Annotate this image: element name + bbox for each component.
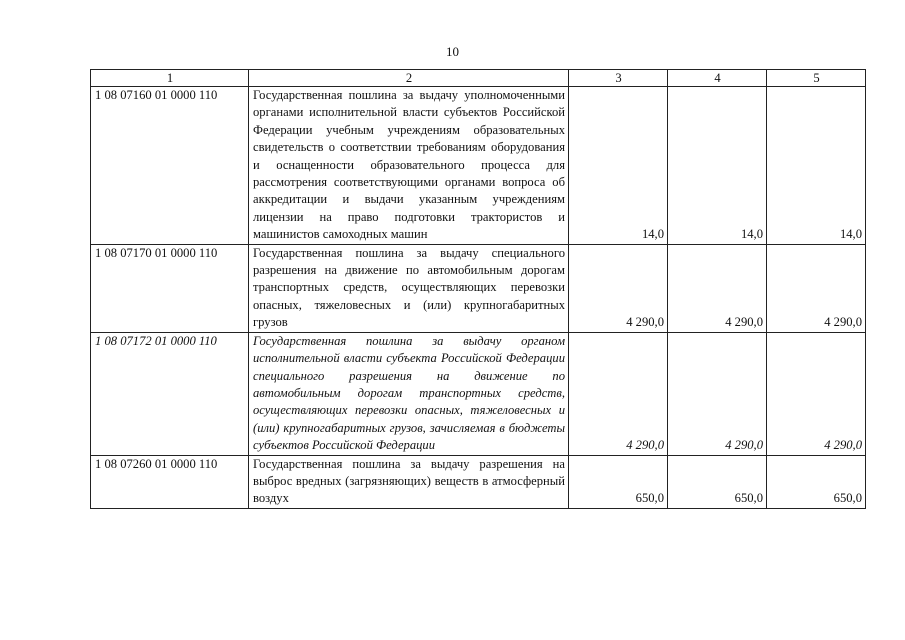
column-header-3: 3	[569, 70, 668, 87]
row-code: 1 08 07170 01 0000 110	[91, 244, 249, 332]
header-row	[91, 70, 866, 87]
table-row	[91, 455, 866, 508]
row-name: Государственная пошлина за выдачу разрешения на выброс вредных (загрязняющих) веществ в атмосферный воздух	[249, 455, 569, 508]
row-value-col3: 4 290,0	[569, 332, 668, 455]
row-code: 1 08 07260 01 0000 110	[91, 455, 249, 508]
table-row	[91, 332, 866, 455]
column-header-5: 5	[767, 70, 866, 87]
table-row	[91, 87, 866, 245]
row-value-col4: 4 290,0	[668, 332, 767, 455]
row-value-col3: 650,0	[569, 455, 668, 508]
row-value-col5: 650,0	[767, 455, 866, 508]
row-value-col4: 4 290,0	[668, 244, 767, 332]
row-value-col4: 14,0	[668, 87, 767, 245]
page-number: 10	[446, 44, 459, 59]
row-value-col3: 14,0	[569, 87, 668, 245]
row-value-col5: 4 290,0	[767, 244, 866, 332]
budget-table	[90, 69, 866, 509]
column-header-2: 2	[249, 70, 569, 87]
row-value-col4: 650,0	[668, 455, 767, 508]
column-header-1: 1	[91, 70, 249, 87]
table-body	[91, 87, 866, 509]
table-row	[91, 244, 866, 332]
row-name: Государственная пошлина за выдачу органом исполнительной власти субъекта Российской Федерации специального разрешения на движение по автомобильным дорогам транспортных средств, осуществляющих перевозки опасных, тяжеловесных и (или) крупногабаритных грузов, зачисляемая в бюджеты субъектов Российской Федерации	[249, 332, 569, 455]
row-name: Государственная пошлина за выдачу специального разрешения на движение по автомобильным дорогам транспортных средств, осуществляющих перевозки опасных, тяжеловесных и (или) крупногабаритных грузов	[249, 244, 569, 332]
column-header-4: 4	[668, 70, 767, 87]
row-name: Государственная пошлина за выдачу уполномоченными органами исполнительной власти субъектов Российской Федерации учебным учреждениям образовательных свидетельств о соответствии требованиям оборудования и оснащенности образовательного процесса для рассмотрения соответствующими органами вопроса об аккредитации и выдачи указанным учреждениям лицензии на право подготовки трактористов и машинистов самоходных машин	[249, 87, 569, 245]
row-code: 1 08 07160 01 0000 110	[91, 87, 249, 245]
row-value-col5: 4 290,0	[767, 332, 866, 455]
row-value-col5: 14,0	[767, 87, 866, 245]
table-header	[91, 70, 866, 87]
row-code: 1 08 07172 01 0000 110	[91, 332, 249, 455]
row-value-col3: 4 290,0	[569, 244, 668, 332]
